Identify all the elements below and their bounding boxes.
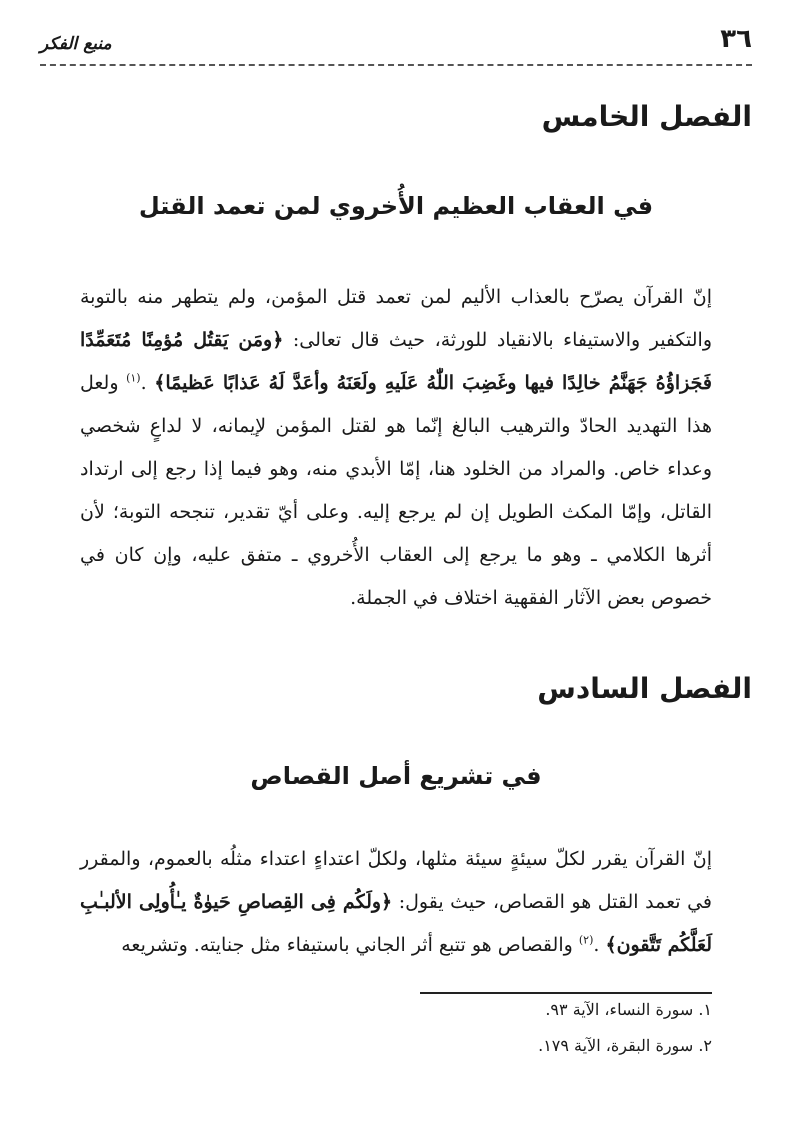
footnote-1: ١. سورة النساء، الآية ٩٣. — [545, 1000, 712, 1019]
quran-verse: ﴿ولَكُم فِى القِصاصِ حَيوٰةٌ يـٰأُولِى الألبـٰبِ لَعَلَّكُم تَتَّقون﴾ — [80, 891, 712, 956]
chapter-5-title: الفصل الخامس — [541, 100, 752, 133]
header-divider — [40, 64, 752, 66]
paragraph-text: ولعل هذا التهديد الحادّ والترهيب البالغ إنّما هو لقتل المؤمن لإيمانه، لا لداعٍ شخصي وعداء خاص. والمراد من الخلود هنا، إمّا الأبدي منه، وهو فيما إذا رجع إلى ارتداد القاتل، وإمّا المكث الطويل إن لم يرجع إليه. وعلى أيّ تقدير، تنجحه التوبة؛ لأن أثرها الكلامي ـ وهو ما يرجع إلى العقاب الأُخروي ـ متفق عليه، وإن كان في خصوص بعض الآثار الفقهية اختلاف في الجملة. — [80, 372, 712, 609]
chapter-5-paragraph: إنّ القرآن يصرّح بالعذاب الأليم لمن تعمد قتل المؤمن، ولم يتطهر منه بالتوبة والتكفير والاستيفاء بالانقياد للورثة، حيث قال تعالى: ﴿ومَن يَقتُل مُؤمِنًا مُتَعَمِّدًا فَجَزاؤُهُ جَهَنَّمُ خالِدًا فيها وغَضِبَ اللّٰهُ عَلَيهِ ولَعَنَهُ وأعَدَّ لَهُ عَذابًا عَظيمًا﴾ .$^{(١)}$ ولعل هذا التهديد الحادّ والترهيب البالغ إنّما هو لقتل المؤمن لإيمانه، لا لداعٍ شخصي وعداء خاص. والمراد من الخلود هنا، إمّا الأبدي منه، وهو فيما إذا رجع إلى ارتداد القاتل، وإمّا المكث الطويل إن لم يرجع إليه. وعلى أيّ تقدير، تنجحه التوبة؛ لأن أثرها الكلامي ـ وهو ما يرجع إلى العقاب الأُخروي ـ متفق عليه، وإن كان في خصوص بعض الآثار الفقهية اختلاف في الجملة. — [80, 286, 713, 609]
chapter-6-subtitle: في تشريع أصل القصاص — [250, 762, 542, 790]
footnote-marker-2[interactable]: (٢) — [578, 933, 594, 947]
paragraph-text: إنّ القرآن يقرر لكلّ سيئةٍ سيئة مثلها، ولكلّ اعتداءٍ اعتداء مثلُه بالعموم، والمقرر في تعمد القتل هو القصاص، حيث يقول: — [80, 848, 712, 913]
chapter-6-paragraph: إنّ القرآن يقرر لكلّ سيئةٍ سيئة مثلها، ولكلّ اعتداءٍ اعتداء مثلُه بالعموم، والمقرر في تعمد القتل هو القصاص، حيث يقول: ﴿ولَكُم فِى القِصاصِ حَيوٰةٌ يـٰأُولِى الألبـٰبِ لَعَلَّكُم تَتَّقون﴾ .$^{(٢)}$ والقصاص هو تتبع أثر الجاني باستيفاء مثل جنايته. وتشريعه — [80, 848, 712, 956]
footnote-2: ٢. سورة البقرة، الآية ١٧٩. — [538, 1036, 712, 1055]
running-title: منبع الفكر — [40, 34, 112, 54]
footnote-marker-1[interactable]: (١) — [126, 371, 141, 385]
paragraph-text: إنّ القرآن يصرّح بالعذاب الأليم لمن تعمد قتل المؤمن، ولم يتطهر منه بالتوبة والتكفير والاستيفاء بالانقياد للورثة، حيث قال تعالى: — [80, 286, 713, 351]
page-number: ٣٦ — [720, 24, 752, 54]
page-header — [40, 22, 752, 70]
footnote-divider — [420, 992, 712, 994]
quran-verse: ﴿ومَن يَقتُل مُؤمِنًا مُتَعَمِّدًا فَجَزاؤُهُ جَهَنَّمُ خالِدًا فيها وغَضِبَ اللّٰهُ عَلَيهِ ولَعَنَهُ وأعَدَّ لَهُ عَذابًا عَظيمًا﴾ — [80, 329, 712, 394]
chapter-6-title: الفصل السادس — [537, 672, 752, 705]
paragraph-text: والقصاص هو تتبع أثر الجاني باستيفاء مثل جنايته. وتشريعه — [121, 934, 579, 956]
chapter-5-subtitle: في العقاب العظيم الأُخروي لمن تعمد القتل — [138, 192, 654, 220]
